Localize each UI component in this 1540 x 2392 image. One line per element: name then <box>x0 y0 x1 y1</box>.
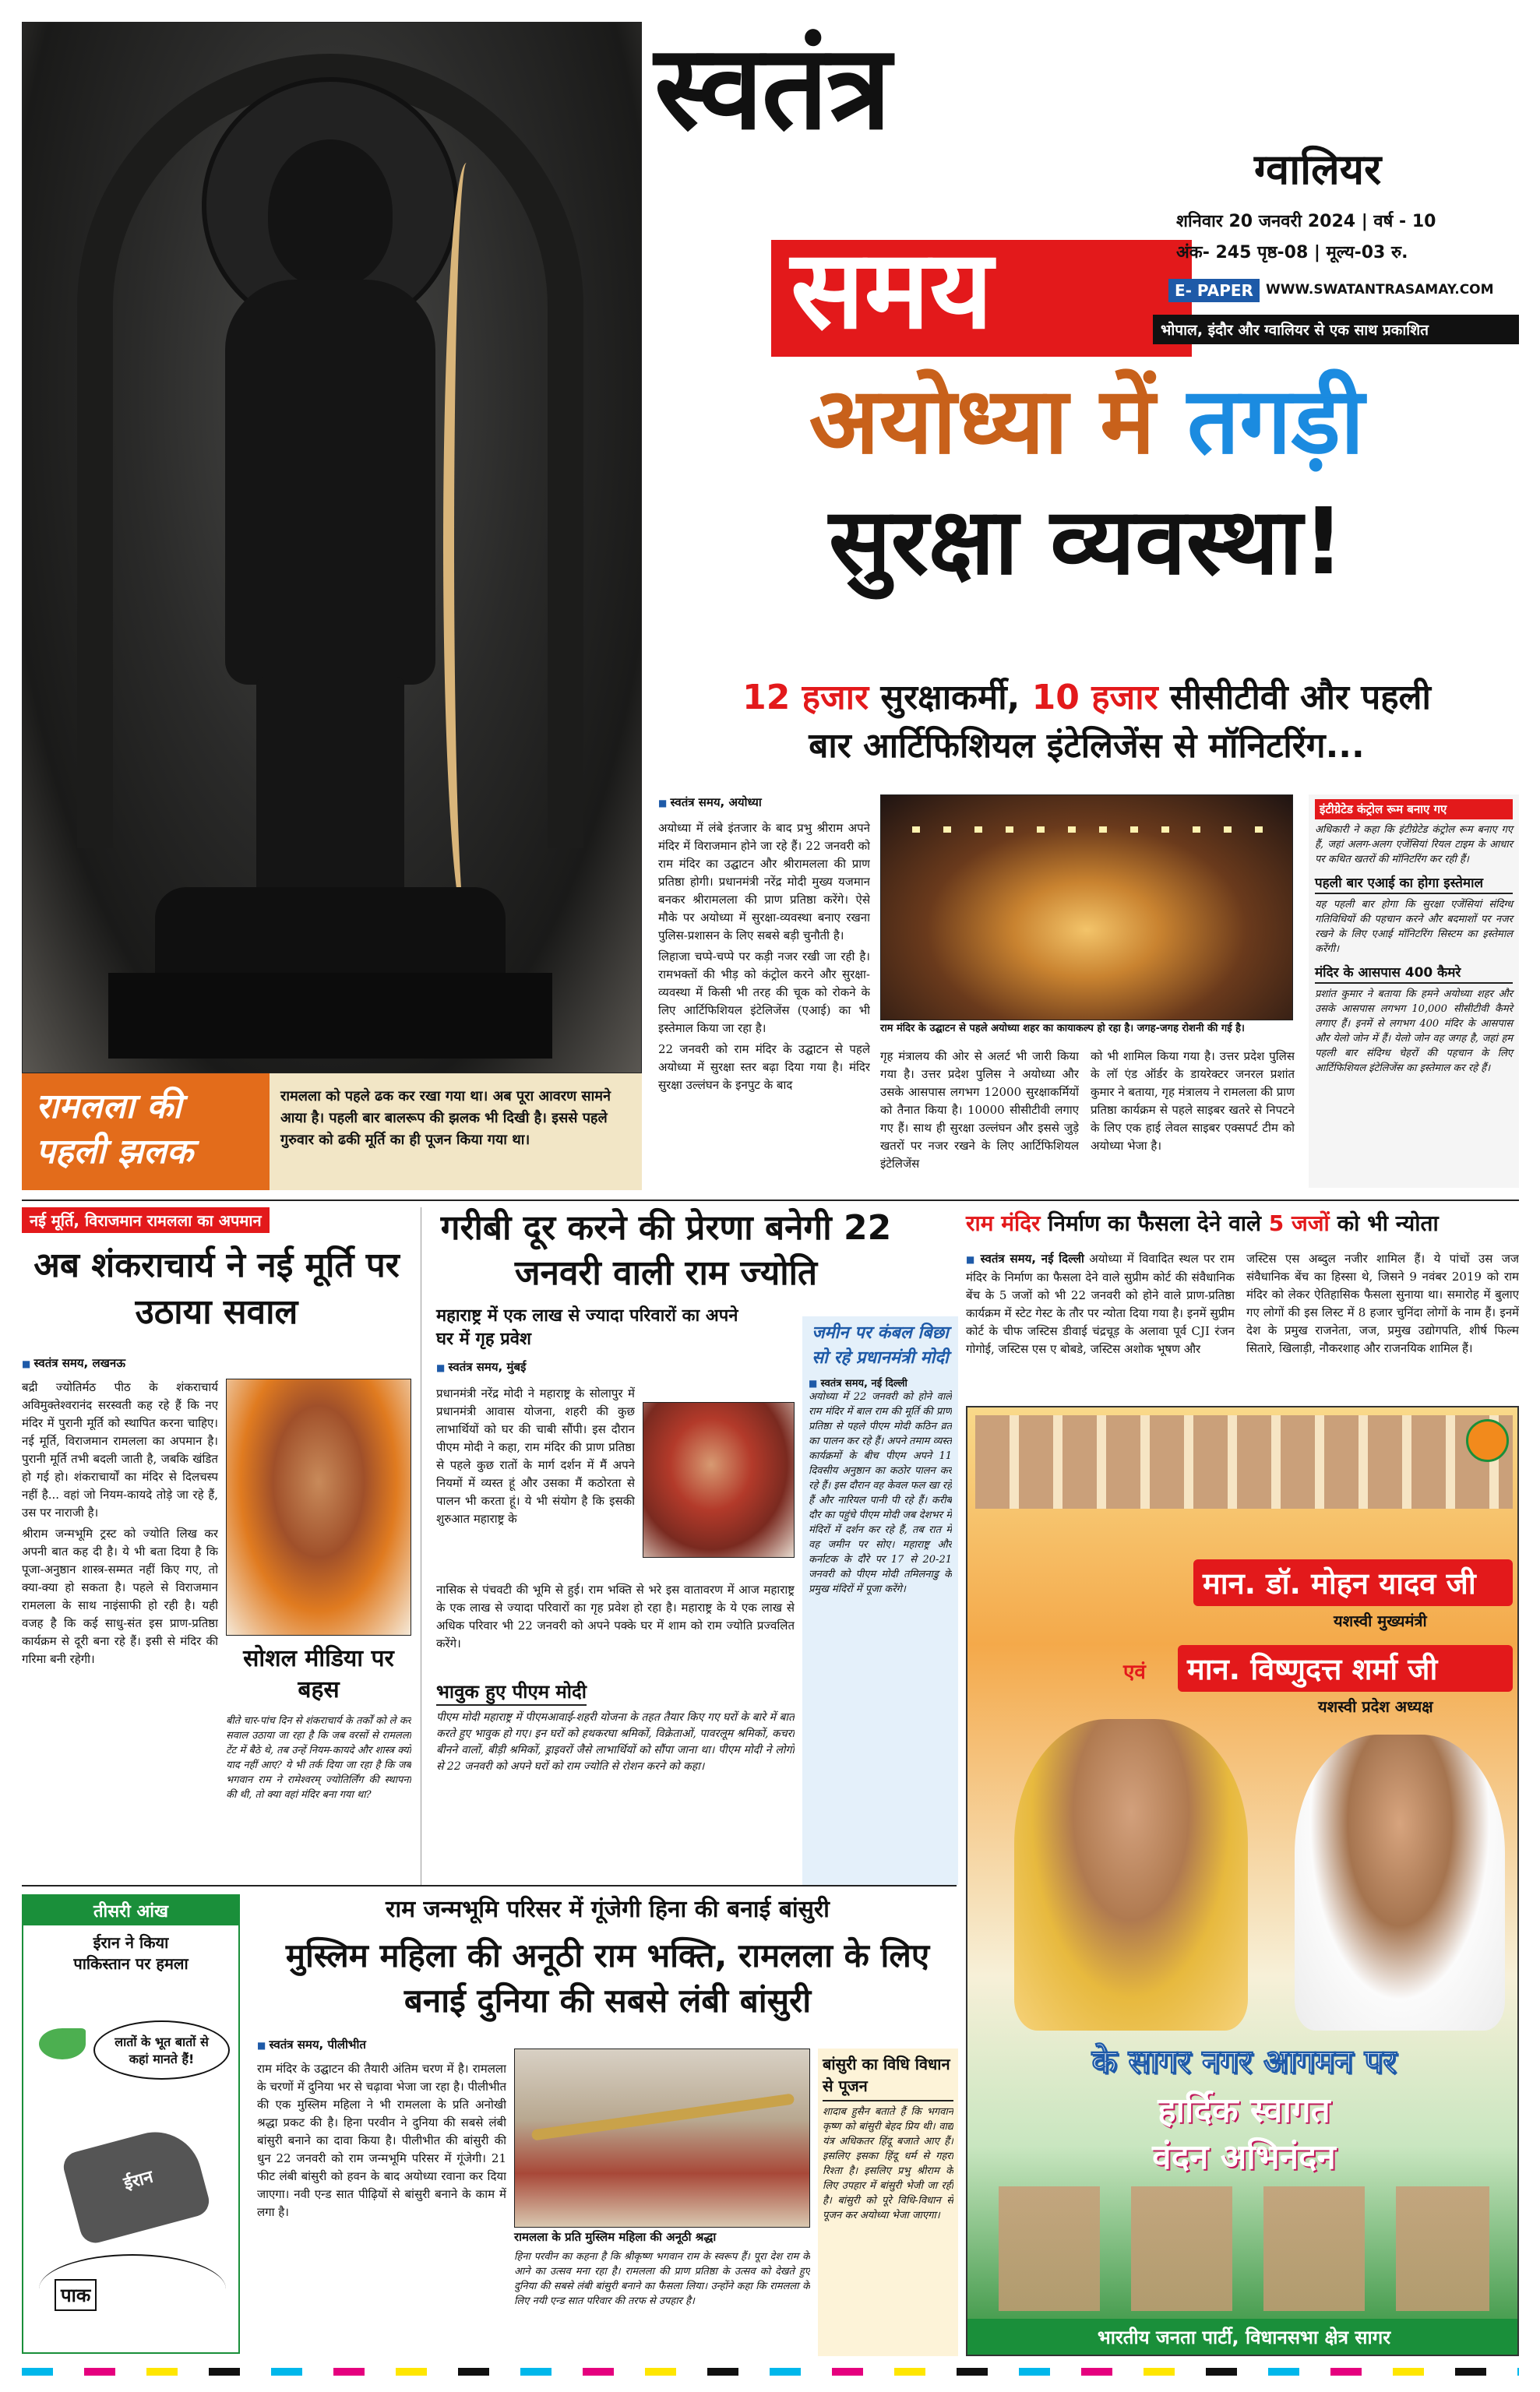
masthead-website[interactable]: WWW.SWATANTRASAMAY.COM <box>1266 282 1494 298</box>
idol-caption <box>270 1073 642 1190</box>
shankaracharya-photo <box>226 1379 411 1636</box>
shankaracharya-text2: श्रीराम जन्मभूमि ट्रस्ट को ज्योति लिख कर अपनी बात कह दी है। ये भी बता दिया है कि पूजा-अनुष्ठान शास्त्र-सम्मत नहीं किए गए, तो क्या-क्या हो सकता है। पहले से विराजमान रामलला के साथ नाइंसाफी हो रही है। यही वजह है कि कई साधु-संत इस प्राण-प्रतिष्ठा कार्यक्रम से दूरी बना रहे हैं। इसी से मंदिर की गरिमा बनी रहेगी। <box>22 1527 218 1666</box>
modi-floor-headline: जमीन पर कंबल बिछा सो रहे प्रधानमंत्री मोदी <box>812 1323 949 1368</box>
ayodhya-photo-caption: राम मंदिर के उद्घाटन से पहले अयोध्या शहर का कायाकल्प हो रहा है। जगह-जगह रोशनी की गई है। <box>880 1023 1245 1034</box>
ad-vd-portrait <box>1295 1735 1505 2031</box>
lead-para1: अयोध्या में लंबे इंतजार के बाद प्रभु श्रीराम अपने मंदिर में विराजमान होने जा रहे हैं। 22 जनवरी को राम मंदिर का उद्घाटन और श्रीरामलला की प्राण प्रतिष्ठा होगी। प्रधानमंत्री नरेंद्र मोदी मुख्य यजमान बनकर श्रीरामलला की प्राण प्रतिष्ठा करेंगे। ऐसे मौके पर अयोध्या में सुरक्षा-व्यवस्था बनाए रखना पुलिस-प्रशासन के लिए सबसे बड़ी चुनौती है। <box>658 821 870 942</box>
flute-below-photo: हिना परवीन का कहना है कि श्रीकृष्ण भगवान राम के स्वरूप हैं। पूरा देश राम के आने का उत्सव मना रहा है। रामलला की प्राण प्रतिष्ठा के उत्सव को देखते हुए दुनिया की सबसे लंबी बांसुरी बनाने का फैसला लिया। उन्होंने कहा कि रामलला के लिए नयी एन्ड सात परिवार की तरफ से उपहार है। <box>514 2251 810 2307</box>
lead-headline <box>654 362 1519 604</box>
shankaracharya-text1: बद्री ज्योतिर्मठ पीठ के शंकराचार्य अविमुक्तेश्वरानंद सरस्वती कह रहे हैं कि नए मंदिर में पुरानी मूर्ति को स्थापित करना चाहिए। नई मूर्ति, विराजमान रामलला का अपमान है। पुरानी मूर्ति तभी बदली जाती है, जबकि खंडित हो गई हो। शंकराचार्यों का मंदिर से दिलचस्प नहीं है... वहां जो नियम-कायदे तोड़े जा रहे हैं, उस पर नाराजी है। <box>22 1380 218 1520</box>
judges-text2: जस्टिस एस अब्दुल नजीर शामिल हैं। ये पांचों उस जज संवैधानिक बेंच का हिस्सा थे, जिसने 9 नवंबर 2019 को राम मंदिर को लेकर ऐतिहासिक फैसला सुनाया था। समारोह में बुलाए गए लोगों की इस लिस्ट में 8 हजार चुनिंदा लोगों के नाम हैं। इनमें देश के प्रमुख राजनेता, जज, प्रमुख उद्योगपति, शीर्ष फिल्म सितारे, खिलाड़ी, नौकरशाह और राजनयिक शामिल हैं। <box>1246 1252 1519 1355</box>
flute-photo <box>514 2049 810 2228</box>
modi-photo <box>643 1402 795 1558</box>
cartoon-ground-label: पाक <box>55 2279 97 2311</box>
cartoon-shoe-label: ईरान <box>122 2167 156 2194</box>
idol-label-box <box>22 1073 270 1190</box>
color-registration-strip <box>22 2368 1519 2376</box>
ad-line1: मान. डॉ. मोहन यादव जी <box>1193 1559 1513 1606</box>
ramjyoti-text2: नासिक से पंचवटी की भूमि से हुई। राम भक्ति से भरे इस वातावरण में आज महाराष्ट्र के एक लाख से ज्यादा परिवारों का गृह प्रवेश हो रहा है। महाराष्ट्र के ये एक लाख से अधिक परिवार भी 22 जनवरी को अपने पक्के घर में शाम को राम ज्योति प्रज्वलित करेंगे। <box>436 1583 795 1650</box>
flute-vidhi-box <box>818 2049 958 2356</box>
masthead-epaper[interactable]: E- PAPER <box>1168 279 1260 302</box>
sidebar-text-1: अधिकारी ने कहा कि इंटीग्रेटेड कंट्रोल रूम बनाए गए हैं, जहां अलग-अलग एजेंसियां रियल टाइम के आधार पर कथित खतरों की मॉनिटरिंग कर रही हैं। <box>1315 824 1513 865</box>
ad-welcome1: के सागर नगर आगमन पर <box>1091 2042 1397 2080</box>
cartoon-caption-2: पाकिस्तान पर हमला <box>73 1954 189 1973</box>
lead-sub-text1: सुरक्षाकर्मी, <box>880 678 1020 717</box>
idol-legs <box>256 677 404 911</box>
masthead <box>654 20 1519 354</box>
divider-mid <box>22 1885 957 1886</box>
cartoon-shoe-icon <box>60 2122 212 2246</box>
lead-subhead-line2: बार आर्टिफिशियल इंटेलिजेंस से मॉनिटरिंग... <box>809 726 1365 766</box>
idol-body <box>225 280 435 685</box>
lead-headline-part2: तगड़ी <box>1186 367 1365 474</box>
lead-col2: गृह मंत्रालय की ओर से अलर्ट भी जारी किया गया है। उत्तर प्रदेश पुलिस ने अयोध्या और उसके आसपास लगभग 12000 सुरक्षाकर्मियों को तैनात किया है। 10000 सीसीटीवी लगाए गए हैं। साथ ही सुरक्षा उल्लंघन और इससे जुड़े खतरों पर नजर रखने के लिए आर्टिफिशियल इंटेलिजेंस <box>880 1049 1079 1171</box>
ad-welcome2: हार्दिक स्वागत <box>1158 2091 1330 2130</box>
shankaracharya-byline: ■ स्वतंत्र समय, लखनऊ <box>22 1355 125 1371</box>
flute-text: राम मंदिर के उद्घाटन की तैयारी अंतिम चरण में है। रामलला के चरणों में दुनिया भर से चढ़ावा भेजा जा रहा है। पीलीभीत की एक मुस्लिम महिला ने भी रामलला के प्रति अनोखी श्रद्धा प्रकट की है। हिना परवीन ने दुनिया की सबसे लंबी बांसुरी बनाने का दावा किया है। पीलीभीत की बांसुरी की धुन 22 जनवरी को राम जन्मभूमि परिसर में गूंजेगी। 21 फीट लंबी बांसुरी को हवन के बाद अयोध्या रवाना कर दिया जाएगा। नवी एन्ड सात पीढ़ियों से बांसुरी बनाने के काम में लगा है। <box>257 2062 506 2219</box>
pedestal-base <box>108 973 552 1059</box>
ad-conj: एवं <box>1123 1661 1146 1684</box>
flute-byline: ■ स्वतंत्र समय, पीलीभीत <box>257 2037 366 2052</box>
ramjyoti-subhead: महाराष्ट्र में एक लाख से ज्यादा परिवारों का अपने घर में गृह प्रवेश <box>436 1306 738 1349</box>
sidebar-text-3: प्रशांत कुमार ने बताया कि हमने अयोध्या शहर और उसके आसपास लगभग 10,000 सीसीटीवी कैमरे लगाए हैं। इनमें से लगभग 400 मंदिर के आसपास और येलो जोन में हैं। येलो जोन वह जगह है, जहां हम पहली बार संदिग्ध चेहरों की पहचान के लिए आर्टिफिशियल इंटेलिजेंस का इस्तेमाल कर रहे हैं। <box>1315 988 1513 1074</box>
sidebar-title-1: इंटीग्रेटेड कंट्रोल रूम बनाए गए <box>1315 799 1513 819</box>
modi-floor-box <box>802 1316 958 1885</box>
social-text: बीते चार-पांच दिन से शंकराचार्य के तर्कों को ले कर सवाल उठाया जा रहा है कि जब वरसों से रामलला टेंट में बैठे थे, तब उन्हें नियम-कायदे और शास्त्र क्यों याद नहीं आए? ये भी तर्क दिया जा रहा है कि जब भगवान राम ने रामेश्वरम् ज्योतिर्लिंग की स्थापना की थी, तो क्या वहां मंदिर बना गया था? <box>226 1715 411 1801</box>
idol-label: रामलला की पहली झलक <box>36 1087 193 1171</box>
ad-welcome3: वंदन अभिनंदन <box>1152 2137 1336 2177</box>
lead-sub-num1: 12 हजार <box>742 678 869 717</box>
flute-photo-caption: रामलला के प्रति मुस्लिम महिला की अनूठी श्रद्धा <box>514 2230 717 2244</box>
modi-floor-byline: ■ स्वतंत्र समय, नई दिल्ली <box>809 1376 952 1390</box>
cartoon-title: तीसरी आंख <box>23 1896 238 1925</box>
sidebar-text-2: यह पहली बार होगा कि सुरक्षा एजेंसियां संदिग्ध गतिविधियों की पहचान करने और बदमाशों पर नजर रखने के लिए एआई मॉनिटरिंग सिस्टम का इस्तेमाल करेंगी। <box>1315 899 1513 955</box>
lead-headline-line1 <box>654 362 1519 479</box>
emotional-title: भावुक हुए पीएम मोदी <box>436 1679 587 1706</box>
lead-sidebar <box>1309 794 1519 1188</box>
lead-subhead <box>654 674 1519 770</box>
divider-top <box>22 1200 1519 1201</box>
judges-headline-a: राम मंदिर <box>966 1210 1041 1236</box>
judges-headline-d: को भी न्योता <box>1337 1210 1439 1236</box>
lead-col3: को भी शामिल किया गया है। उत्तर प्रदेश पुलिस के लॉ एंड ऑर्डर के डायरेक्टर जनरल प्रशांत कुमार ने बताया, गृह मंत्रालय ने रामलला की प्राण प्रतिष्ठा कार्यक्रम से पहले साइबर खतरे से निपटने के लिए एक हाई लेवल साइबर एक्सपर्ट टीम को अयोध्या भेजा है। <box>1091 1049 1295 1153</box>
shankaracharya-col <box>22 1379 218 1877</box>
ad-mohan-portrait <box>1014 1719 1248 2031</box>
lead-headline-line2: सुरक्षा व्यवस्था! <box>828 488 1344 595</box>
lead-para2: लिहाजा चप्पे-चप्पे पर कड़ी नजर रखी जा रही है। रामभक्तों की भीड़ को कंट्रोल करने और सुरक्षा-व्यवस्था में किसी भी तरह की चूक को रोकने के लिए आर्टिफिशियल इंटेलिजेंस (एआई) का भी इस्तेमाल किया जा रहा है। <box>658 949 870 1035</box>
cartoon-caption-1: ईरान ने किया <box>93 1933 169 1952</box>
masthead-title-line1: स्वतंत्र <box>654 20 890 156</box>
emotional-text: पीएम मोदी महाराष्ट्र में पीएमआवाई-शहरी योजना के तहत तैयार किए गए घरों के बारे में बात करते हुए भावुक हो गए। इन घरों को हथकरघा श्रमिकों, विक्रेताओं, पावरलूम श्रमिकों, कचरा बीनने वालों, बीड़ी श्रमिकों, ड्राइवरों जैसे लाभार्थियों को सौंपा जाना था। पीएम मोदी ने लोगों से 22 जनवरी को अपने घरों को राम ज्योति से रोशन करने को कहा। <box>436 1711 795 1773</box>
cartoon-bubble: लातों के भूत बातों से कहां मानते हैं! <box>93 2020 230 2080</box>
masthead-date: शनिवार 20 जनवरी 2024 | वर्ष - 10 <box>1176 212 1436 231</box>
golden-bow <box>443 163 490 926</box>
judges-text1: अयोध्या में विवादित स्थल पर राम मंदिर के निर्माण का फैसला देने वाले सुप्रीम कोर्ट की संवैधानिक बेंच के 5 जजों को भी 22 जनवरी को होने वाले प्राण-प्रतिष्ठा कार्यक्रम में स्टेट गेस्ट के तौर पर न्योता दिया गया है। इनमें सुप्रीम कोर्ट के चीफ जस्टिस डीवाई चंद्रचूड़ के अलावा पूर्व CJI रंजन गोगोई, जस्टिस एस ए बोबडे, जस्टिस अशोक भूषण और <box>966 1252 1235 1356</box>
ayodhya-night-photo <box>880 794 1293 1020</box>
judges-headline-b: निर्माण का फैसला देने वाले <box>1048 1210 1262 1236</box>
cartoon-box <box>22 1894 240 2354</box>
lead-byline: ■ स्वतंत्र समय, अयोध्या <box>658 794 762 810</box>
lead-para3: 22 जनवरी को राम मंदिर के उद्घाटन से पहले अयोध्या में सुरक्षा स्तर बढ़ा दिया गया है। मंदिर सुरक्षा उल्लंघन के इनपुट के बाद <box>658 1042 870 1092</box>
masthead-city: ग्वालियर <box>1254 145 1382 194</box>
ramjyoti-headline: गरीबी दूर करने की प्रेरणा बनेगी 22 जनवरी वाली राम ज्योति <box>440 1208 892 1293</box>
ramlalla-idol-photo <box>22 22 642 1073</box>
ad-line2: मान. विष्णुदत्त शर्मा जी <box>1178 1645 1513 1692</box>
modi-floor-text: अयोध्या में 22 जनवरी को होने वाले राम मंदिर में बाल राम की मूर्ति की प्राण प्रतिष्ठा से पहले पीएम मोदी कठिन व्रत का पालन कर रहे हैं। अपने तमाम व्यस्त कार्यक्रमों के बीच पीएम अपने 11 दिवसीय अनुष्ठान का कठोर पालन कर रहे हैं। इस दौरान वह केवल फल खा रहे हैं और नारियल पानी पी रहे हैं। करीब दौर का पहुंचे पीएम मोदी जब देशभर में मंदिरों में दर्शन कर रहे हैं, तब रात में वह जमीन पर सोए। महाराष्ट्र और कर्नाटक के दौरे पर 17 से 20-21 जनवरी को पीएम मोदी तमिलनाडु के प्रमुख मंदिरों में पूजा करेंगे। <box>809 1391 952 1595</box>
ramjyoti-text1: प्रधानमंत्री नरेंद्र मोदी ने महाराष्ट्र के सोलापुर में प्रधानमंत्री आवास योजना, शहरी की कुछ लाभार्थियों को घर की चाबी सौंपी। इस दौरान पीएम मोदी ने कहा, राम मंदिर की प्राण प्रतिष्ठा से पहले कुछ रातों के मार्ग दर्शन में मैं अपने नियमों में व्यस्त हूं और उसका मैं कठोरता से पालन भी करता हूं। ये भी संयोग है कि इसकी शुरुआत महाराष्ट्र के <box>436 1386 635 1526</box>
ad-line1-sub: यशस्वी मुख्यमंत्री <box>1334 1612 1427 1630</box>
shankaracharya-kicker: नई मूर्ति, विराजमान रामलला का अपमान <box>22 1207 270 1233</box>
bjp-ad[interactable] <box>966 1406 1519 2356</box>
cartoon-ground-figure <box>39 2254 226 2324</box>
social-title: सोशल मीडिया पर बहस <box>243 1645 394 1703</box>
cartoon-bird-icon <box>39 2028 86 2059</box>
shankaracharya-headline: अब शंकराचार्य ने नई मूर्ति पर उठाया सवाल <box>33 1245 400 1332</box>
ad-local-leaders <box>999 2186 1489 2311</box>
leaders-strip <box>975 1415 1513 1509</box>
flute-headline: मुस्लिम महिला की अनूठी राम भक्ति, रामलला के लिए बनाई दुनिया की सबसे लंबी बांसुरी <box>285 1936 930 2020</box>
idol-caption-text: रामलला को पहले ढक कर रखा गया था। अब पूरा आवरण सामने आया है। पहली बार बालरूप की झलक भी दिखी है। इससे पहले गुरुवार को ढकी मूर्ति का ही पूजन किया गया था। <box>280 1088 611 1148</box>
pedestal <box>155 887 506 981</box>
masthead-issue: अंक- 245 पृष्ठ-08 | मूल्य-03 रु. <box>1176 243 1408 262</box>
long-flute-shape <box>531 2093 795 2140</box>
flute-vidhi-text: शादाब हुसैन बताते हैं कि भगवान कृष्ण को बांसुरी बेहद प्रिय थी। वाद्य यंत्र अधिकतर हिंदू बजाते आए हैं। इसलिए इसका हिंदू धर्म से गहरा रिश्ता है। इसलिए प्रभु श्रीराम के लिए उपहार में बांसुरी भेजी जा रही है। बांसुरी को पूरे विधि-विधान से पूजन कर अयोध्या भेजा जाएगा। <box>823 2106 953 2221</box>
lead-col1 <box>658 819 870 1185</box>
lead-sub-text2: सीसीटीवी और पहली <box>1169 678 1431 717</box>
idol-head <box>268 139 393 287</box>
judges-byline: ■ स्वतंत्र समय, नई दिल्ली <box>966 1252 1084 1266</box>
masthead-title-line2: समय <box>791 227 993 354</box>
lead-subhead-line1 <box>654 674 1519 722</box>
ad-line2-sub: यशस्वी प्रदेश अध्यक्ष <box>1318 1697 1433 1716</box>
flute-kicker: राम जन्मभूमि परिसर में गूंजेगी हिना की बनाई बांसुरी <box>386 1896 830 1923</box>
lead-sub-num2: 10 हजार <box>1031 678 1158 717</box>
lead-headline-part1: अयोध्या में <box>809 367 1155 474</box>
masthead-editions: भोपाल, इंदौर और ग्वालियर से एक साथ प्रकाशित <box>1153 315 1519 344</box>
judges-col1 <box>966 1250 1235 1379</box>
sidebar-title-2: पहली बार एआई का होगा इस्तेमाल <box>1315 873 1513 894</box>
bjp-logo-icon <box>1466 1419 1509 1462</box>
street-lights <box>912 826 1263 833</box>
sidebar-title-3: मंदिर के आसपास 400 कैमरे <box>1315 963 1513 984</box>
ad-footer: भारतीय जनता पार्टी, विधानसभा क्षेत्र सागर <box>967 2319 1519 2356</box>
judges-headline <box>966 1211 1519 1236</box>
flute-vidhi-title: बांसुरी का विधि विधान से पूजन <box>823 2053 953 2101</box>
judges-headline-c: 5 जजों <box>1268 1210 1330 1236</box>
ramjyoti-byline: ■ स्वतंत्र समय, मुंबई <box>436 1359 526 1375</box>
